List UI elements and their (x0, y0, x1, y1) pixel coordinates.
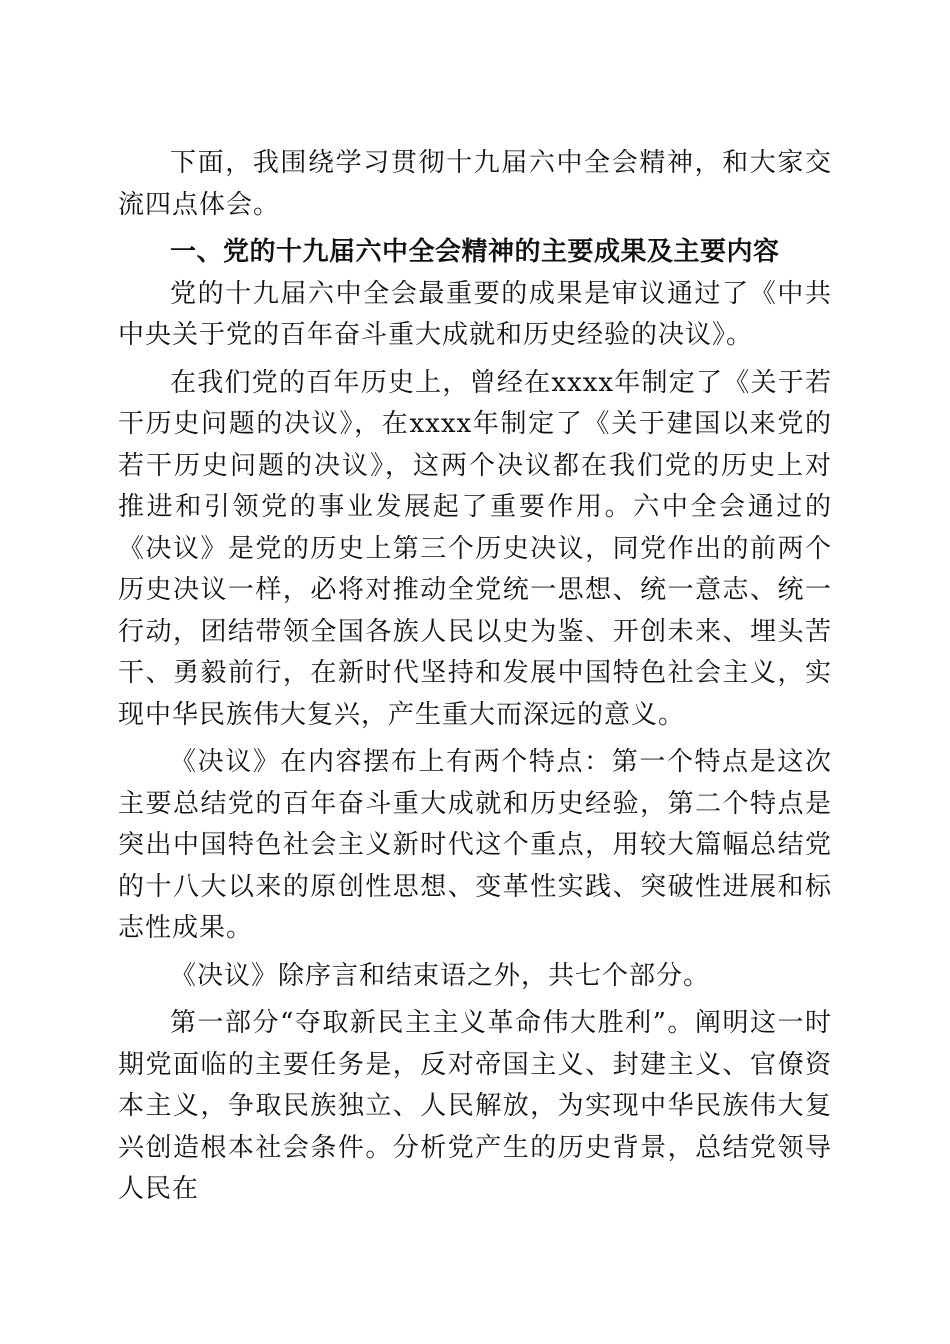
paragraph-history-resolutions: 在我们党的百年历史上，曾经在xxxx年制定了《关于若干历史问题的决议》，在xxxx年制定了《关于建国以来党的若干历史问题的决议》，这两个决议都在我们党的历史上对推进和引领党的事业发展起了重要作用。六中全会通过的《决议》是党的历史上第三个历史决议，同党作出的前两个历史决议一样，必将对推动全党统一思想、统一意志、统一行动，团结带领全国各族人民以史为鉴、开创未来、埋头苦干、勇毅前行，在新时代坚持和发展中国特色社会主义，实现中华民族伟大复兴，产生重大而深远的意义。 (118, 367, 832, 730)
section-heading-1: 一、党的十九届六中全会精神的主要成果及主要内容 (170, 237, 780, 267)
paragraph-two-features: 《决议》在内容摆布上有两个特点：第一个特点是这次主要总结党的百年奋斗重大成就和历史经验，第二个特点是突出中国特色社会主义新时代这个重点，用较大篇幅总结党的十八大以来的原创性思想、变革性实践、突破性进展和标志性成果。 (118, 747, 832, 943)
paragraph-part-one: 第一部分“夺取新民主主义革命伟大胜利”。阐明这一时期党面临的主要任务是，反对帝国主义、封建主义、官僚资本主义，争取民族独立、人民解放，为实现中华民族伟大复兴创造根本社会条件。分析党产生的历史背景，总结党领导人民在 (118, 1008, 832, 1204)
paragraph-seven-parts: 《决议》除序言和结束语之外，共七个部分。 (170, 960, 711, 991)
paragraph-main-achievement: 党的十九届六中全会最重要的成果是审议通过了《中共中央关于党的百年奋斗重大成就和历史经验的决议》。 (118, 278, 832, 350)
intro-paragraph: 下面，我围绕学习贯彻十九届六中全会精神，和大家交流四点体会。 (118, 148, 832, 220)
document-body (118, 143, 832, 1211)
